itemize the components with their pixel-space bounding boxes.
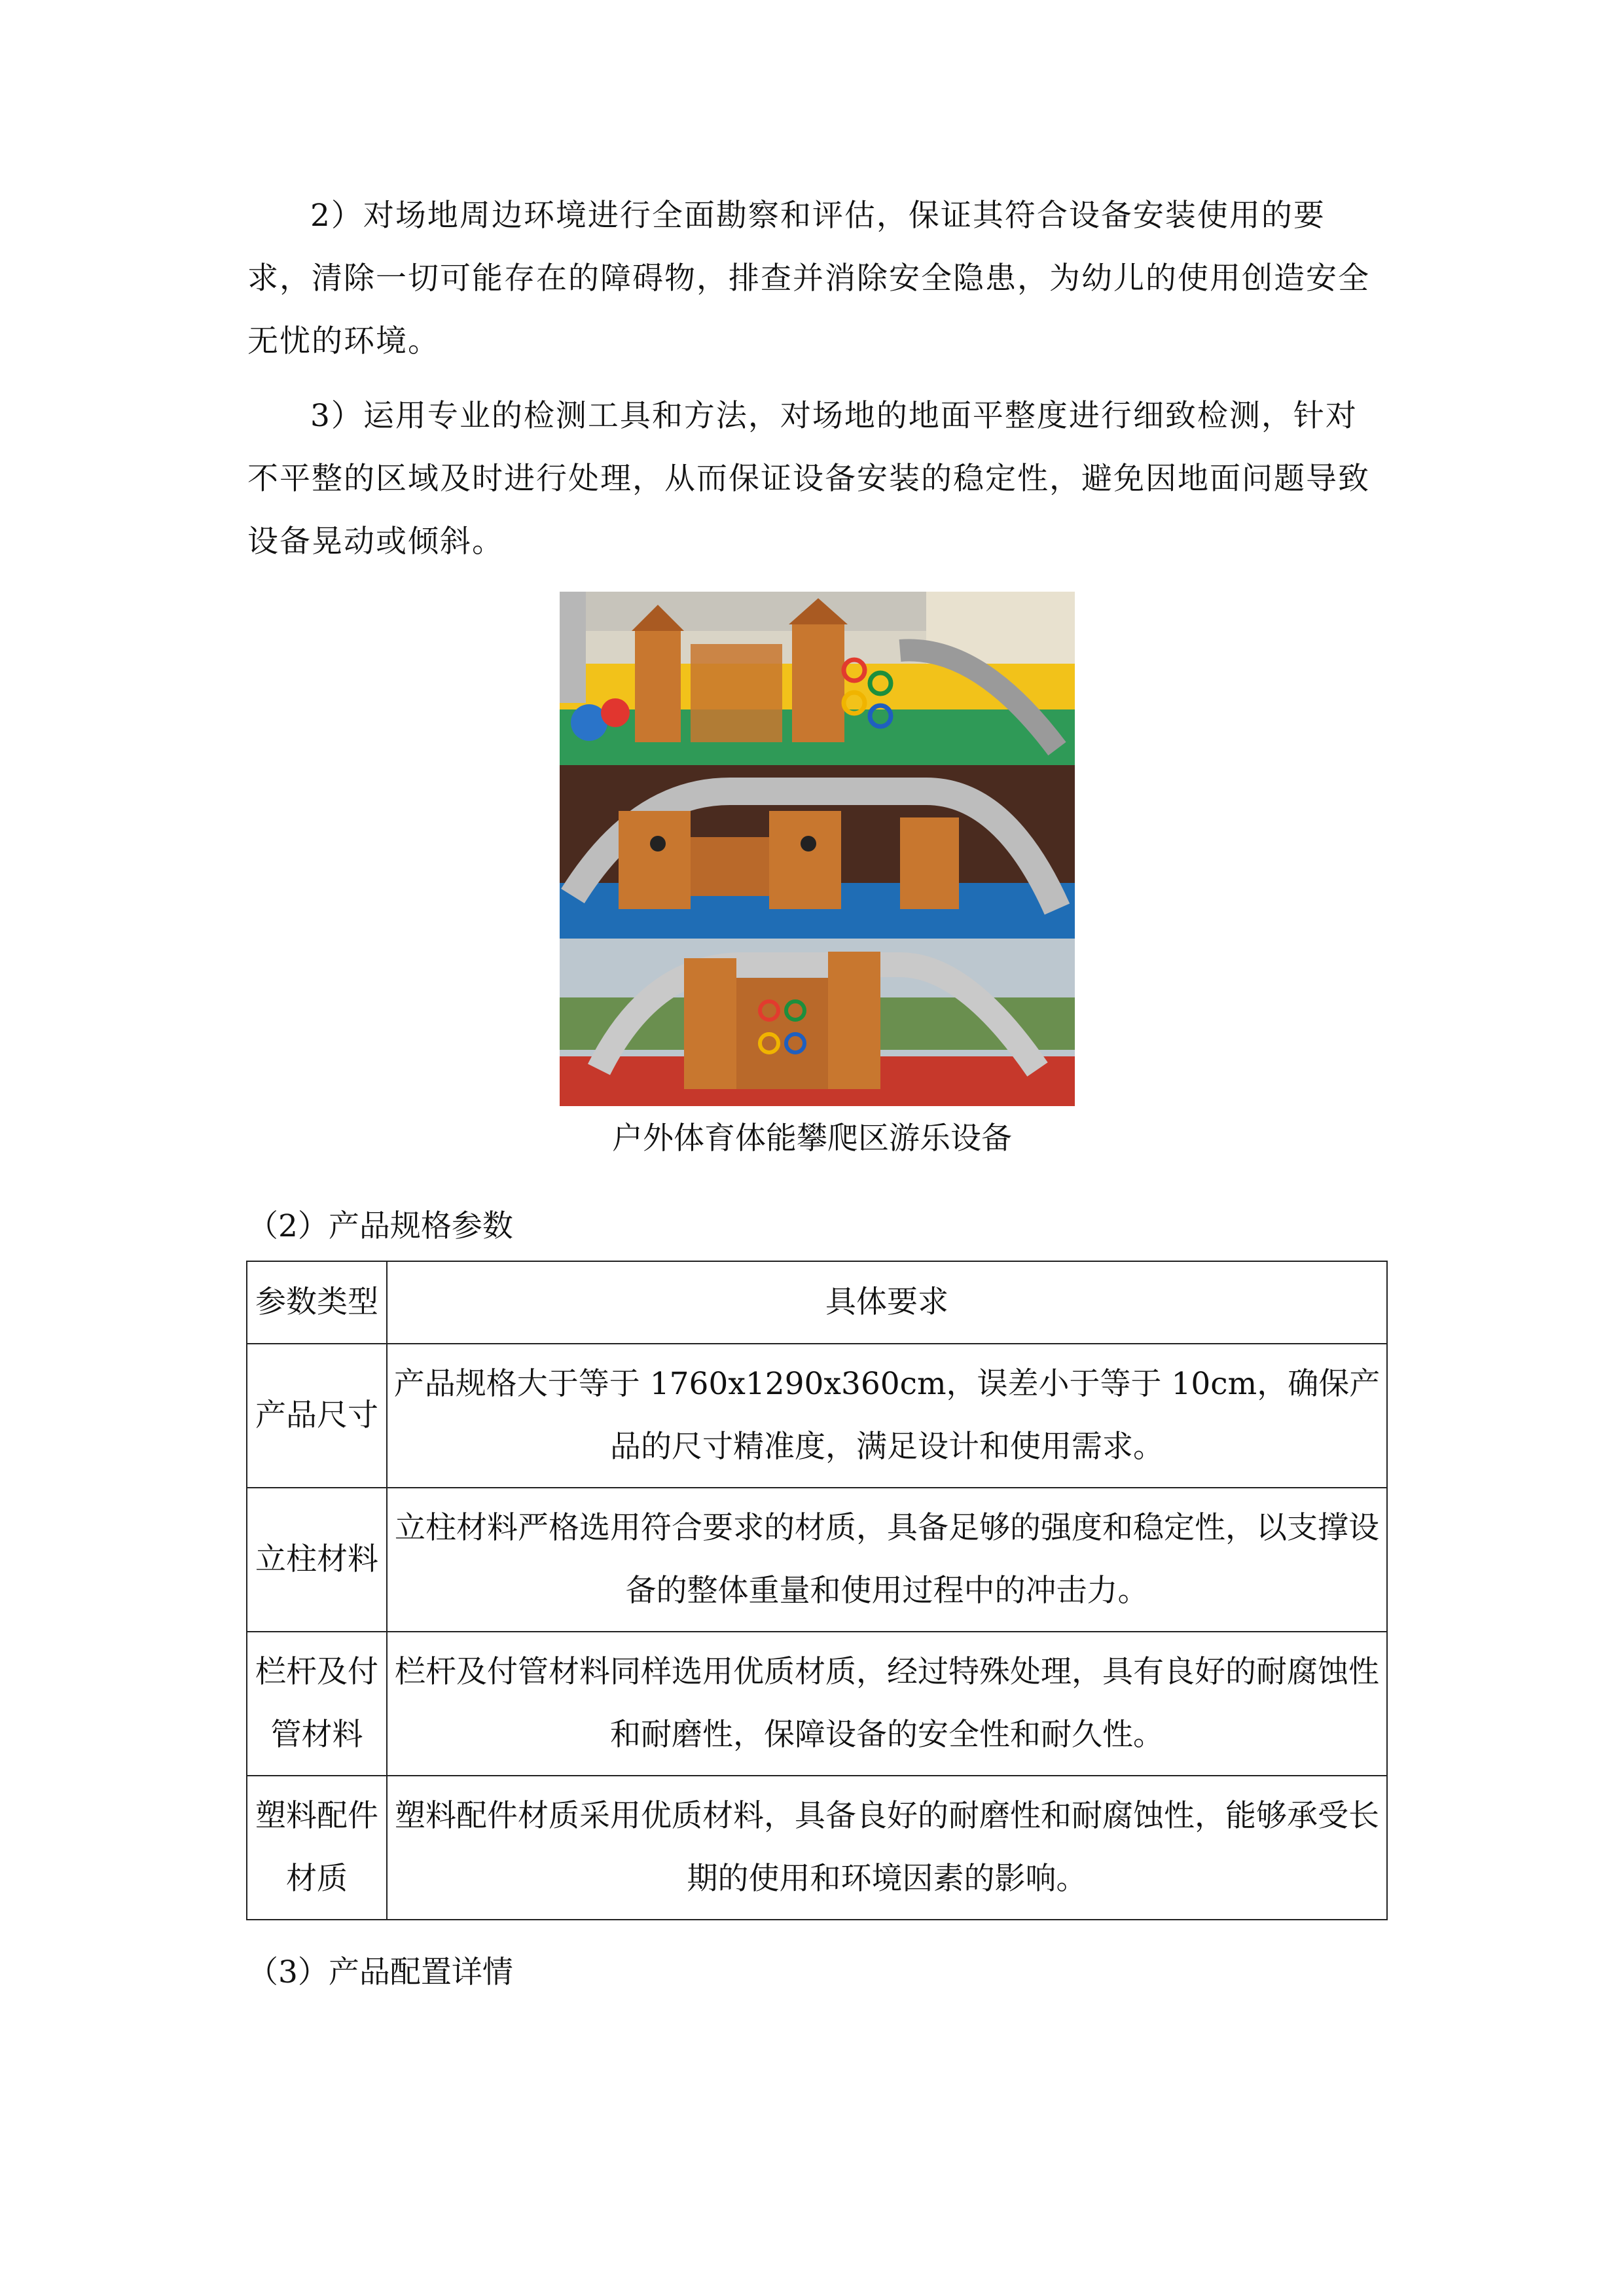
photo-panel-1 xyxy=(560,592,1075,765)
table-header-row xyxy=(247,1261,1387,1344)
param-type-cell: 立柱材料 xyxy=(247,1488,387,1632)
figure-caption: 户外体育体能攀爬区游乐设备 xyxy=(612,1121,1012,1157)
table-row xyxy=(247,1488,1387,1632)
paragraph-ground-flatness: 3）运用专业的检测工具和方法，对场地的地面平整度进行细致检测，针对不平整的区域及时进行处理，从而保证设备安装的稳定性，避免因地面问题导致设备晃动或倾斜。 xyxy=(247,398,1370,560)
param-type-cell: 塑料配件材质 xyxy=(247,1776,387,1920)
photo-panel-2 xyxy=(560,765,1075,939)
requirement-cell: 产品规格大于等于 1760x1290x360cm，误差小于等于 10cm，确保产品的尺寸精准度，满足设计和使用需求。 xyxy=(387,1344,1387,1488)
paragraph-site-environment: 2）对场地周边环境进行全面勘察和评估，保证其符合设备安装使用的要求，清除一切可能存在的障碍物，排查并消除安全隐患，为幼儿的使用创造安全无忧的环境。 xyxy=(247,198,1370,359)
param-type-cell: 产品尺寸 xyxy=(247,1344,387,1488)
requirement-cell: 栏杆及付管材料同样选用优质材质，经过特殊处理，具有良好的耐腐蚀性和耐磨性，保障设备的安全性和耐久性。 xyxy=(387,1632,1387,1776)
section-heading-spec: （2）产品规格参数 xyxy=(247,1208,513,1244)
table-row xyxy=(247,1344,1387,1488)
param-type-cell: 栏杆及付管材料 xyxy=(247,1632,387,1776)
requirement-cell: 立柱材料严格选用符合要求的材质，具备足够的强度和稳定性，以支撑设备的整体重量和使用过程中的冲击力。 xyxy=(387,1488,1387,1632)
table-row xyxy=(247,1632,1387,1776)
header-requirement: 具体要求 xyxy=(387,1261,1387,1344)
header-param-type: 参数类型 xyxy=(247,1261,387,1344)
playground-equipment-photo xyxy=(560,592,1075,1106)
requirement-cell: 塑料配件材质采用优质材料，具备良好的耐磨性和耐腐蚀性，能够承受长期的使用和环境因素的影响。 xyxy=(387,1776,1387,1920)
section-heading-config: （3）产品配置详情 xyxy=(247,1954,513,1990)
spec-table xyxy=(246,1261,1388,1920)
table-row xyxy=(247,1776,1387,1920)
photo-panel-3 xyxy=(560,939,1075,1106)
